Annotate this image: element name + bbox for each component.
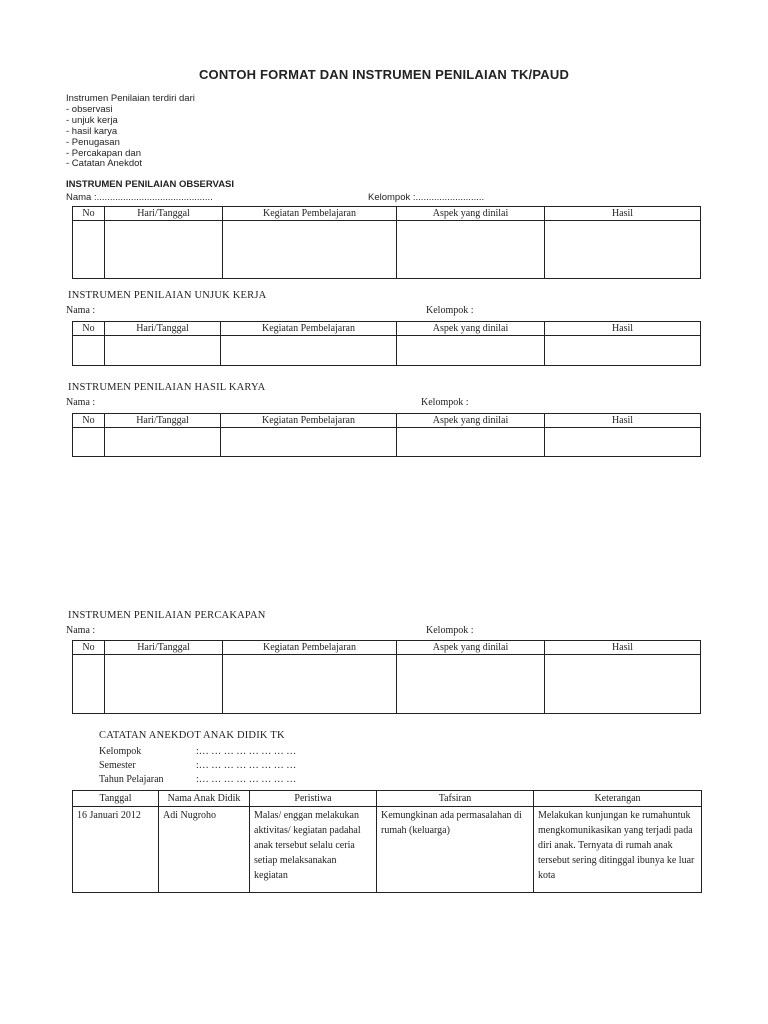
col-kegiatan: Kegiatan Pembelajaran — [223, 641, 397, 655]
table-cell[interactable] — [545, 221, 701, 279]
intro-item: - Percakapan dan — [66, 147, 141, 159]
col-aspek: Aspek yang dinilai — [397, 641, 545, 655]
col-hari-tanggal: Hari/Tanggal — [105, 207, 223, 221]
anekdot-field-label: Kelompok — [99, 746, 142, 757]
table-cell[interactable] — [397, 336, 545, 366]
table-cell[interactable] — [73, 336, 105, 366]
anekdot-field-value: :… … … … … … … … — [196, 774, 297, 785]
table-cell[interactable] — [397, 655, 545, 714]
table-cell[interactable] — [221, 428, 397, 457]
observasi-nama: Nama :............................................ — [66, 192, 213, 203]
anekdot-field-value: :… … … … … … … … — [196, 760, 297, 771]
col-tafsiran: Tafsiran — [377, 791, 534, 807]
intro-heading: Instrumen Penilaian terdiri dari — [66, 93, 195, 104]
col-hari-tanggal: Hari/Tanggal — [105, 641, 223, 655]
unjuk-kerja-heading: INSTRUMEN PENILAIAN UNJUK KERJA — [68, 290, 267, 301]
intro-block — [66, 94, 195, 170]
table-cell[interactable] — [545, 428, 701, 457]
table-row — [73, 336, 701, 366]
col-no: No — [73, 414, 105, 428]
table-row — [73, 655, 701, 714]
intro-item: - unjuk kerja — [66, 114, 118, 126]
unjuk-kerja-table — [72, 321, 701, 366]
table-row — [73, 221, 701, 279]
table-cell[interactable] — [223, 655, 397, 714]
table-header-row — [73, 207, 701, 221]
table-row — [73, 807, 702, 893]
table-cell[interactable] — [545, 655, 701, 714]
table-cell[interactable] — [223, 221, 397, 279]
col-kegiatan: Kegiatan Pembelajaran — [221, 322, 397, 336]
anekdot-table — [72, 790, 702, 893]
hasil-karya-heading: INSTRUMEN PENILAIAN HASIL KARYA — [68, 382, 266, 393]
col-hari-tanggal: Hari/Tanggal — [105, 414, 221, 428]
col-no: No — [73, 641, 105, 655]
col-nama-anak: Nama Anak Didik — [159, 791, 250, 807]
col-hari-tanggal: Hari/Tanggal — [105, 322, 221, 336]
col-kegiatan: Kegiatan Pembelajaran — [221, 414, 397, 428]
table-cell[interactable] — [397, 221, 545, 279]
table-cell[interactable] — [221, 336, 397, 366]
hasil-karya-table — [72, 413, 701, 457]
intro-item: - observasi — [66, 103, 113, 115]
observasi-heading: INSTRUMEN PENILAIAN OBSERVASI — [66, 179, 235, 190]
percakapan-heading: INSTRUMEN PENILAIAN PERCAKAPAN — [68, 610, 266, 621]
col-kegiatan: Kegiatan Pembelajaran — [223, 207, 397, 221]
table-cell[interactable] — [105, 221, 223, 279]
anekdot-field-label: Semester — [99, 760, 136, 771]
observasi-table — [72, 206, 701, 279]
col-tanggal: Tanggal — [73, 791, 159, 807]
cell-keterangan: Melakukan kunjungan ke rumahuntuk mengkomunikasikan yang terjadi pada diri anak. Ternyata di rumah anak tersebut sering ditinggal ibunya ke luar kota — [534, 807, 702, 893]
anekdot-field-label: Tahun Pelajaran — [99, 774, 164, 785]
col-aspek: Aspek yang dinilai — [397, 322, 545, 336]
table-cell[interactable] — [545, 336, 701, 366]
table-cell[interactable] — [73, 428, 105, 457]
col-no: No — [73, 322, 105, 336]
cell-nama: Adi Nugroho — [159, 807, 250, 893]
cell-tafsiran: Kemungkinan ada permasalahan di rumah (keluarga) — [377, 807, 534, 893]
percakapan-table — [72, 640, 701, 714]
col-no: No — [73, 207, 105, 221]
anekdot-heading: CATATAN ANEKDOT ANAK DIDIK TK — [99, 730, 285, 741]
col-hasil: Hasil — [545, 641, 701, 655]
col-keterangan: Keterangan — [534, 791, 702, 807]
unjuk-kerja-nama: Nama : — [66, 305, 96, 316]
percakapan-kelompok: Kelompok : — [426, 625, 474, 636]
intro-item: - Catatan Anekdot — [66, 158, 143, 170]
table-cell[interactable] — [397, 428, 545, 457]
cell-peristiwa: Malas/ enggan melakukan aktivitas/ kegiatan padahal anak tersebut selalu ceria setiap melaksanakan kegiatan — [250, 807, 377, 893]
table-cell[interactable] — [105, 655, 223, 714]
col-aspek: Aspek yang dinilai — [397, 207, 545, 221]
col-hasil: Hasil — [545, 207, 701, 221]
page-title: CONTOH FORMAT DAN INSTRUMEN PENILAIAN TK/PAUD — [198, 67, 570, 82]
col-aspek: Aspek yang dinilai — [397, 414, 545, 428]
table-row — [73, 428, 701, 457]
observasi-kelompok: Kelompok :.......................... — [368, 192, 485, 203]
col-peristiwa: Peristiwa — [250, 791, 377, 807]
table-header-row — [73, 641, 701, 655]
table-header-row — [73, 791, 702, 807]
intro-item: - Penugasan — [66, 136, 120, 148]
table-cell[interactable] — [73, 221, 105, 279]
col-hasil: Hasil — [545, 322, 701, 336]
hasil-karya-kelompok: Kelompok : — [421, 397, 469, 408]
percakapan-nama: Nama : — [66, 625, 96, 636]
col-hasil: Hasil — [545, 414, 701, 428]
table-cell[interactable] — [73, 655, 105, 714]
table-cell[interactable] — [105, 336, 221, 366]
table-header-row — [73, 322, 701, 336]
table-header-row — [73, 414, 701, 428]
anekdot-field-value: :… … … … … … … … — [196, 746, 297, 757]
unjuk-kerja-kelompok: Kelompok : — [426, 305, 474, 316]
table-cell[interactable] — [105, 428, 221, 457]
hasil-karya-nama: Nama : — [66, 397, 96, 408]
cell-tanggal: 16 Januari 2012 — [73, 807, 159, 893]
intro-item: - hasil karya — [66, 125, 118, 137]
